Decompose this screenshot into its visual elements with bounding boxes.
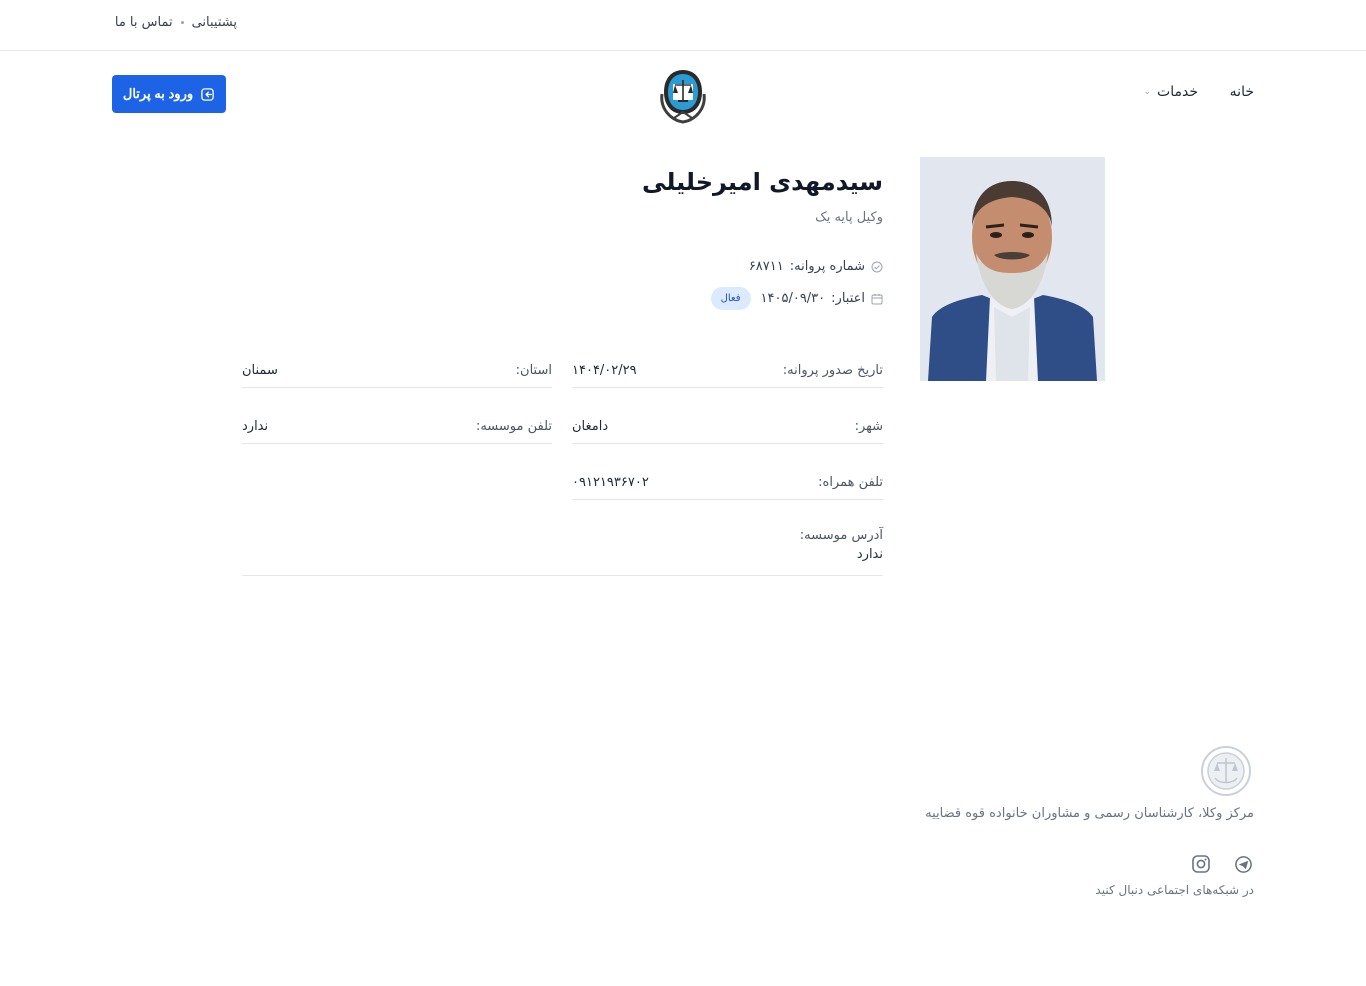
province-row [242, 353, 552, 388]
office-phone-value: ندارد [242, 418, 269, 434]
support-link[interactable]: پشتیبانی [191, 15, 237, 30]
chevron-down-icon: ⌄ [1143, 87, 1152, 97]
portal-button-label: ورود به پرتال [122, 86, 194, 101]
login-icon [200, 87, 215, 102]
instagram-icon[interactable] [1191, 854, 1211, 874]
validity-date: ۱۴۰۵/۰۹/۳۰ [760, 291, 826, 306]
nav-services-label: خدمات [1157, 84, 1198, 100]
validity-info [711, 287, 883, 310]
lawyer-photo [920, 157, 1105, 381]
footer-org-name: مرکز وکلا، کارشناسان رسمی و مشاوران خانواده قوه قضاییه [925, 806, 1254, 821]
telegram-icon[interactable] [1234, 855, 1253, 874]
address-row [242, 528, 883, 576]
city-value: دامغان [572, 418, 609, 434]
license-label: شماره پروانه: [789, 259, 865, 274]
top-utility-bar [0, 0, 1366, 51]
license-number: ۶۸۷۱۱ [748, 259, 784, 274]
issue-date-label: تاریخ صدور پروانه: [782, 362, 883, 378]
address-label: آدرس موسسه: [799, 528, 883, 543]
validity-label: اعتبار: [831, 291, 865, 306]
issue-date-row [572, 353, 883, 388]
office-phone-row [242, 409, 552, 444]
mobile-label: تلفن همراه: [818, 474, 883, 490]
province-value: سمنان [242, 362, 278, 378]
footer-follow-text: در شبکه‌های اجتماعی دنبال کنید [1095, 883, 1254, 897]
footer-logo [1199, 744, 1253, 798]
lawyer-name: سیدمهدی امیرخلیلی [642, 168, 883, 196]
check-circle-icon [871, 261, 883, 273]
city-label: شهر: [854, 418, 883, 434]
city-row [572, 409, 883, 444]
nav-services-dropdown[interactable] [1144, 84, 1199, 100]
nav-home[interactable]: خانه [1229, 84, 1254, 100]
separator-dot [181, 21, 184, 24]
office-phone-label: تلفن موسسه: [475, 418, 552, 434]
top-links [115, 15, 237, 30]
issue-date-value: ۱۴۰۴/۰۲/۲۹ [572, 362, 637, 378]
calendar-icon [871, 293, 883, 305]
mobile-value[interactable]: ۰۹۱۲۱۹۳۶۷۰۲ [572, 474, 649, 490]
contact-link[interactable]: تماس با ما [114, 15, 173, 30]
status-badge: فعال [711, 287, 751, 310]
license-info [749, 259, 883, 274]
province-label: استان: [515, 362, 552, 378]
lawyer-title: وکیل پایه یک [815, 210, 883, 225]
portal-login-button[interactable] [112, 75, 226, 113]
judiciary-logo [654, 64, 712, 124]
address-value: ندارد [856, 547, 883, 562]
mobile-row [572, 465, 883, 500]
